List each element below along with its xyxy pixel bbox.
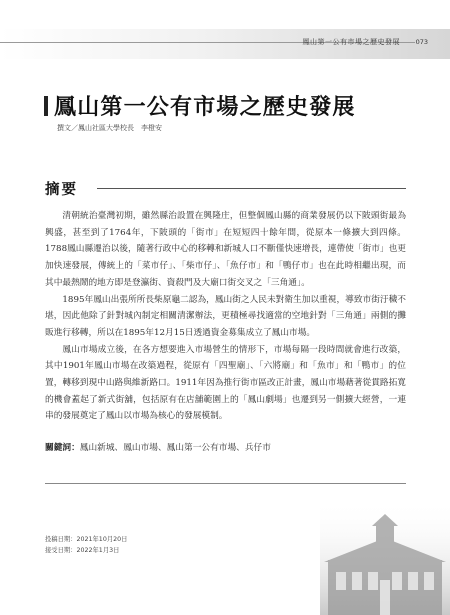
abstract-paragraph: 清朝統治臺灣初期，雖然縣治設置在興隆庄，但整個鳳山縣的商業發展仍以下陂頭街最為興盛，甚至到了1764年，下陂頭的「街市」在短短四十餘年間，從原本一條擴大到四條。1788鳳山縣遷治以後，隨著行政中心的移轉和新城人口不斷僅快速增長，連帶使「街市」也更加快速發展，傳統上的「菜市仔」、「柴市仔」、「魚仔市」和「鴨仔市」也在此時相繼出現，而其中最熱鬧的地方即是登瀛街、資殺門及大廟口街交叉之「三角通」。 [45,211,406,288]
abstract-heading: 摘要 [45,181,78,198]
submitted-date: 投稿日期：2021年10月20日 [45,536,128,543]
abstract-paragraph: 1895年鳳山出張所所長柴原龜二認為，鳳山街之人民未對衛生加以重視，導致市街汙穢不堪，因此他除了針對城內制定相關清潔辦法，更積極尋找適當的空地針對「三角通」兩側的攤販進行移轉，所以在1895年12月15日透過資金募集成立了鳳山市場。 [45,294,406,338]
byline: 撰文／鳳山社區大學校長 李橙安 [57,124,162,132]
abstract-paragraph: 鳳山市場成立後，在各方想要進入市場營生的情形下，市場每隔一段時間就會進行改築，其中1901年鳳山市場在改築過程，從原有「四聖廟」、「六將廟」和「魚市」和「鴨市」的位置，轉移到現中山路與維新路口。1911年因為推行街市區改正計畫，鳳山市場藉著從貫路拓寬的機會蓋起了新式街舖，包括原有在店舖範圍上的「鳳山劇場」也遷到另一側擴大經營，一連串的發展奠定了鳳山以市場為核心的發展模制。 [45,344,406,422]
title-accent-bar [44,96,48,116]
submission-dates [45,534,127,556]
accepted-date: 接受日期：2022年1月3日 [45,547,120,554]
page-number: 073 [415,38,428,46]
footer-divider [45,483,406,484]
keywords-label: 關鍵詞： [45,443,80,453]
running-head: 鳳山第一公有市場之歷史發展 [302,38,400,46]
abstract-heading-rule [97,188,406,189]
article-title: 鳳山第一公有市場之歷史發展 [54,94,356,120]
keywords-text: 鳳山新城、鳳山市場、鳳山第一公有市場、兵仔市 [79,443,271,453]
abstract-body [45,208,406,425]
keywords [45,441,406,453]
market-building-watermark [320,500,450,615]
